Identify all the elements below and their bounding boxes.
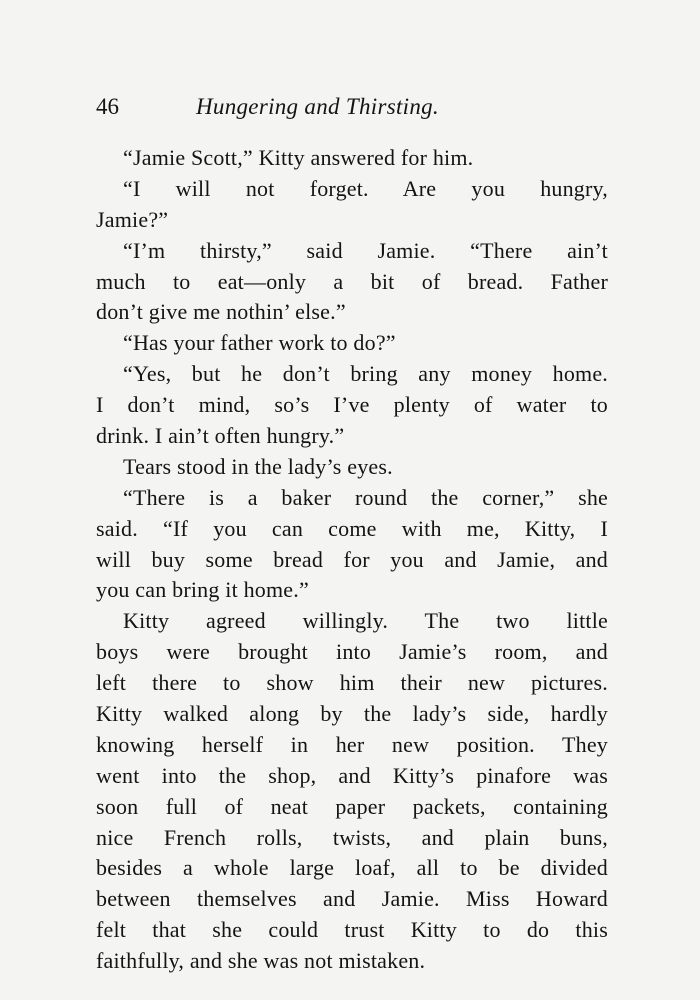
text-line: “I will not forget. Are you hungry, bbox=[123, 175, 608, 201]
text-line: drink. I ain’t often hungry.” bbox=[96, 423, 345, 449]
text-line: don’t give me nothin’ else.” bbox=[96, 299, 346, 325]
text-line: Jamie?” bbox=[96, 206, 169, 232]
text-line: knowing herself in her new position. They bbox=[96, 731, 608, 757]
text-line: faithfully, and she was not mistaken. bbox=[96, 948, 426, 974]
text-line: much to eat—only a bit of bread. Father bbox=[96, 268, 608, 294]
body-text bbox=[96, 143, 608, 977]
text-line: went into the shop, and Kitty’s pinafore was bbox=[96, 762, 608, 788]
text-line: left there to show him their new pictures. bbox=[96, 670, 608, 696]
text-line: “Jamie Scott,” Kitty answered for him. bbox=[123, 145, 474, 170]
text-line: soon full of neat paper packets, containing bbox=[96, 793, 608, 819]
text-line: Tears stood in the lady’s eyes. bbox=[123, 453, 393, 479]
page-number: 46 bbox=[96, 94, 119, 119]
text-line: I don’t mind, so’s I’ve plenty of water to bbox=[96, 392, 608, 418]
text-line: nice French rolls, twists, and plain buns, bbox=[96, 824, 608, 850]
text-line: besides a whole large loaf, all to be divided bbox=[96, 855, 608, 881]
text-line: between themselves and Jamie. Miss Howard bbox=[96, 886, 608, 912]
text-line: will buy some bread for you and Jamie, and bbox=[96, 546, 608, 572]
running-title: Hungering and Thirsting. bbox=[196, 94, 439, 119]
page-header bbox=[96, 92, 608, 122]
text-line: said. “If you can come with me, Kitty, I bbox=[96, 515, 608, 541]
text-line: you can bring it home.” bbox=[96, 577, 309, 603]
text-line: “Yes, but he don’t bring any money home. bbox=[123, 361, 608, 387]
text-line: Kitty walked along by the lady’s side, hardly bbox=[96, 701, 608, 727]
text-line: “Has your father work to do?” bbox=[123, 330, 396, 356]
text-line: boys were brought into Jamie’s room, and bbox=[96, 639, 608, 665]
text-line: felt that she could trust Kitty to do this bbox=[96, 917, 608, 943]
text-line: “I’m thirsty,” said Jamie. “There ain’t bbox=[123, 237, 608, 263]
text-line: “There is a baker round the corner,” she bbox=[123, 484, 608, 510]
text-line: Kitty agreed willingly. The two little bbox=[123, 608, 608, 634]
